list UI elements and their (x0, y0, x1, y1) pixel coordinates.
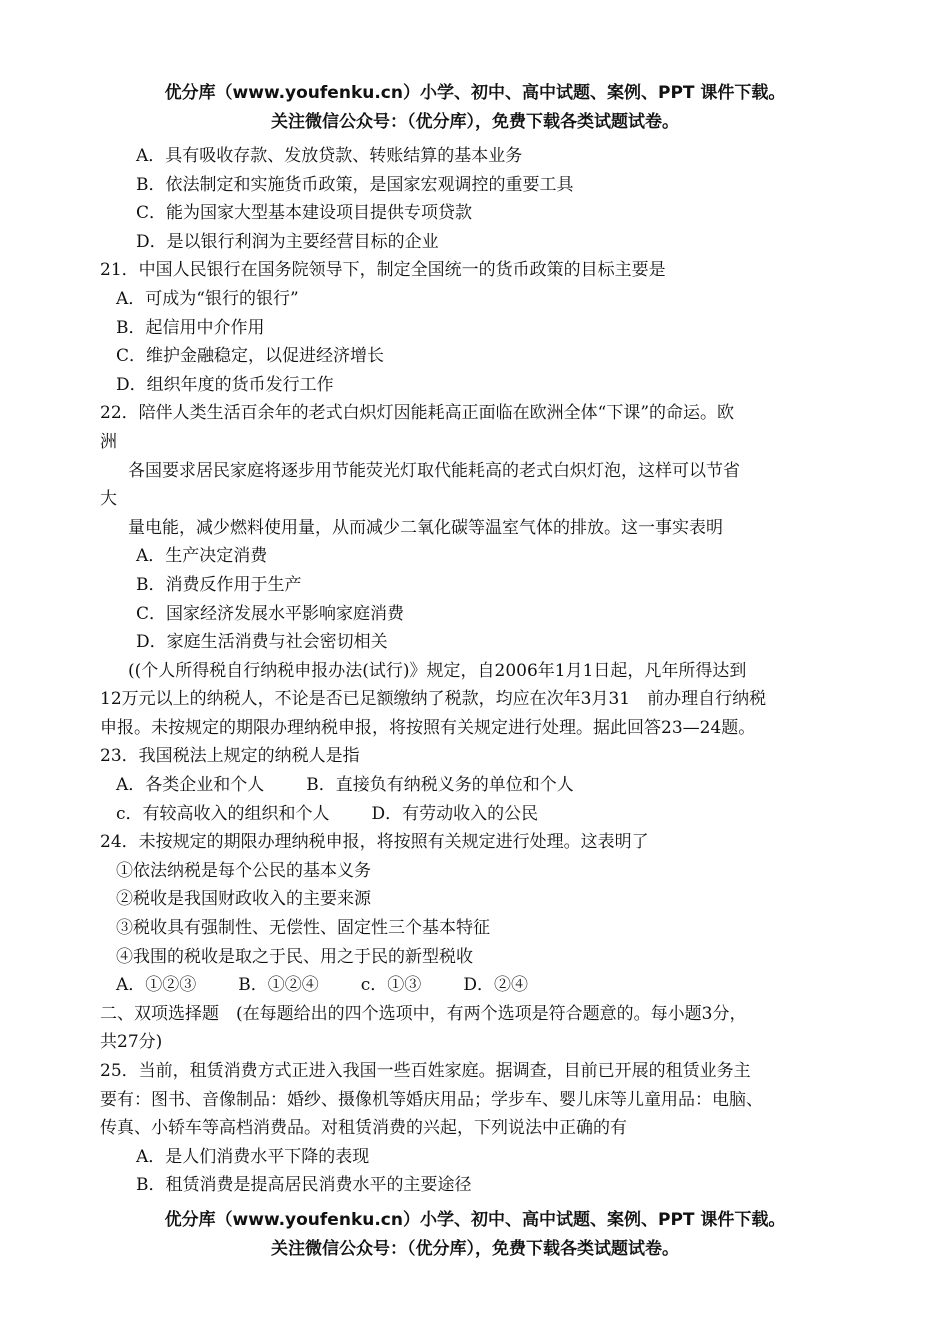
q22-option-d: D．家庭生活消费与社会密切相关 (136, 632, 388, 653)
q23-option-b: B．直接负有纳税义务的单位和个人 (306, 775, 574, 796)
q24-statement-3: ③税收具有强制性、无偿性、固定性三个基本特征 (116, 918, 490, 939)
header-banner (0, 79, 950, 136)
q23-option-d: D．有劳动收入的公民 (371, 803, 539, 824)
q23-options-row-2 (100, 800, 860, 829)
q25-stem-line-1: 25．当前，租赁消费方式正进入我国一些百姓家庭。据调查，目前已开展的租赁业务主 (100, 1061, 751, 1081)
q24-option-c: c．①③ (360, 975, 422, 996)
material-line-1: ((个人所得税自行纳税申报办法(试行)》规定，自2006年1月1日起，凡年所得达到 (128, 660, 747, 681)
q20-option-b: B．依法制定和实施货币政策，是国家宏观调控的重要工具 (136, 174, 574, 195)
q23-option-a: A．各类企业和个人 (116, 775, 265, 796)
q22-stem-line-1: 22．陪伴人类生活百余年的老式白炽灯因能耗高正面临在欧洲全体“下课”的命运。欧 (100, 403, 735, 424)
q22-stem-line-5: 量电能，减少燃料使用量，从而减少二氧化碳等温室气体的排放。这一事实表明 (128, 517, 723, 538)
header-line-1: 优分库（www.youfenku.cn）小学、初中、高中试题、案例、PPT 课件下载。 (164, 83, 786, 103)
footer-line-1: 优分库（www.youfenku.cn）小学、初中、高中试题、案例、PPT 课件下载。 (164, 1210, 786, 1230)
q24-statement-2: ②税收是我国财政收入的主要来源 (116, 889, 371, 910)
q24-options-row (100, 971, 860, 1000)
q20-option-a: A．具有吸收存款、发放贷款、转账结算的基本业务 (136, 146, 523, 166)
q24-stem: 24．未按规定的期限办理纳税申报，将按照有关规定进行处理。这表明了 (100, 832, 649, 853)
q20-option-d: D．是以银行利润为主要经营目标的企业 (136, 231, 439, 252)
q23-stem: 23．我国税法上规定的纳税人是指 (100, 746, 360, 767)
q24-option-b: B．①②④ (238, 975, 319, 996)
q24-option-d: D．②④ (463, 975, 528, 996)
q22-option-b: B．消费反作用于生产 (136, 574, 302, 595)
q22-option-c: C．国家经济发展水平影响家庭消费 (136, 603, 405, 624)
q22-stem-line-2: 洲 (100, 431, 117, 452)
q21-option-c: C．维护金融稳定，以促进经济增长 (116, 346, 385, 367)
section2-heading-line-2: 共27分) (100, 1032, 163, 1053)
q24-option-a: A．①②③ (116, 975, 197, 996)
document-body (100, 142, 860, 1200)
header-line-2: 关注微信公众号：（优分库），免费下载各类试题试卷。 (271, 111, 679, 132)
footer-banner (0, 1206, 950, 1263)
q24-statement-1: ①依法纳税是每个公民的基本义务 (116, 860, 371, 881)
q25-option-a: A．是人们消费水平下降的表现 (136, 1146, 370, 1167)
q21-option-b: B．起信用中介作用 (116, 317, 265, 338)
q21-stem: 21．中国人民银行在国务院领导下，制定全国统一的货币政策的目标主要是 (100, 260, 666, 281)
q21-option-a: A．可成为“银行的银行” (116, 288, 299, 309)
q22-stem-line-4: 大 (100, 489, 117, 510)
q24-statement-4: ④我围的税收是取之于民、用之于民的新型税收 (116, 946, 473, 967)
q25-stem-line-2: 要有：图书、音像制品：婚纱、摄像机等婚庆用品；学步车、婴儿床等儿童用品：电脑、 (100, 1089, 763, 1110)
material-line-3: 申报。未按规定的期限办理纳税申报，将按照有关规定进行处理。据此回答23—24题。 (100, 717, 756, 738)
q23-options-row-1 (100, 771, 860, 800)
material-line-2: 12万元以上的纳税人，不论是否已足额缴纳了税款，均应在次年3月31 前办理自行纳税 (100, 689, 767, 710)
q23-option-c: c．有较高收入的组织和个人 (116, 803, 330, 824)
section2-heading-line-1: 二、双项选择题 (在每题给出的四个选项中，有两个选项是符合题意的。每小题3分， (100, 1003, 747, 1024)
q22-stem-line-3: 各国要求居民家庭将逐步用节能荧光灯取代能耗高的老式白炽灯泡，这样可以节省 (128, 460, 740, 481)
q22-option-a: A．生产决定消费 (136, 546, 268, 567)
q25-option-b: B．租赁消费是提高居民消费水平的主要途径 (136, 1175, 472, 1196)
footer-line-2: 关注微信公众号：（优分库），免费下载各类试题试卷。 (271, 1238, 679, 1259)
q21-option-d: D．组织年度的货币发行工作 (116, 374, 334, 395)
q25-stem-line-3: 传真、小轿车等高档消费品。对租赁消费的兴起，下列说法中正确的有 (100, 1118, 627, 1139)
q20-option-c: C．能为国家大型基本建设项目提供专项贷款 (136, 203, 473, 224)
